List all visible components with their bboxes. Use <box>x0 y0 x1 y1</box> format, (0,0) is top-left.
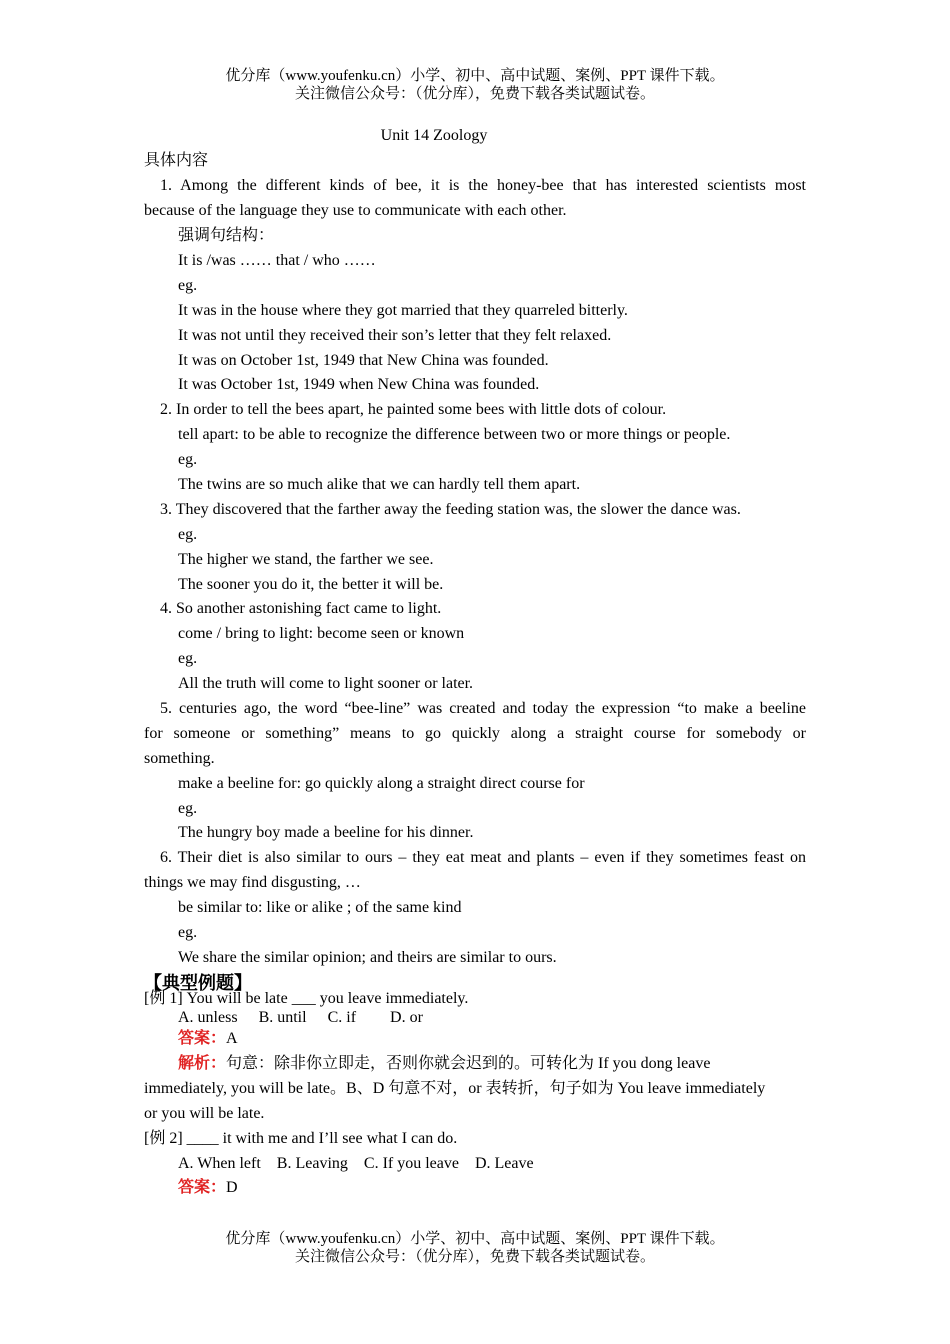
examples-heading: 【典型例题】 <box>144 973 252 994</box>
point-6-line-2: things we may find disgusting, … <box>144 874 361 891</box>
answer-label: 答案： <box>178 1030 227 1047</box>
example-1-analysis-line-3: or you will be late. <box>144 1105 265 1122</box>
point-5-line-3: something. <box>144 750 215 767</box>
point-1-note: 强调句结构： <box>178 227 275 244</box>
point-1-line-2: because of the language they use to communicate with each other. <box>144 202 567 219</box>
content-heading: 具体内容 <box>144 152 209 169</box>
option: B. Leaving <box>276 1155 348 1172</box>
answer-label: 答案： <box>178 1179 227 1196</box>
eg-label: eg. <box>178 277 198 294</box>
example-1-options <box>178 1008 423 1028</box>
example-1-answer <box>178 1029 238 1049</box>
point-5-line-2: for someone or something” means to go quickly along a straight course for somebody or <box>144 725 806 742</box>
point-2: 2. In order to tell the bees apart, he painted some bees with little dots of colour. <box>160 401 667 418</box>
footer-line-2: 关注微信公众号：（优分库），免费下载各类试题试卷。 <box>294 1249 655 1265</box>
point-3: 3. They discovered that the farther away the feeding station was, the slower the dance was. <box>160 501 741 518</box>
point-5-definition: make a beeline for: go quickly along a straight direct course for <box>178 775 585 792</box>
example-1-question: [例 1] You will be late ___ you leave immediately. <box>144 990 469 1007</box>
point-2-example-1: The twins are so much alike that we can hardly tell them apart. <box>178 476 581 493</box>
header-line-2: 关注微信公众号：（优分库），免费下载各类试题试卷。 <box>294 86 655 102</box>
point-6-definition: be similar to: like or alike ; of the same kind <box>178 899 462 916</box>
answer-value: D <box>226 1179 238 1196</box>
point-3-example-2: The sooner you do it, the better it will be. <box>178 576 444 593</box>
answer-value: A <box>226 1030 238 1047</box>
option: B. until <box>258 1009 307 1026</box>
example-1-analysis-line-1 <box>178 1054 710 1074</box>
point-1-example-1: It was in the house where they got married that they quarreled bitterly. <box>178 302 628 319</box>
point-6-line-1: 6. Their diet is also similar to ours – they eat meat and plants – even if they sometimes feast on <box>160 849 806 866</box>
point-1-example-2: It was not until they received their son’s letter that they felt relaxed. <box>178 327 612 344</box>
point-1-example-4: It was October 1st, 1949 when New China was founded. <box>178 376 540 393</box>
option: D. Leave <box>474 1155 534 1172</box>
point-5-example-1: The hungry boy made a beeline for his dinner. <box>178 824 474 841</box>
example-2-options <box>178 1154 534 1174</box>
point-5-line-1: 5. centuries ago, the word “bee-line” was created and today the expression “to make a beeline <box>160 700 806 717</box>
point-3-example-1: The higher we stand, the farther we see. <box>178 551 434 568</box>
option: C. If you leave <box>363 1155 459 1172</box>
example-1-analysis-line-2: immediately, you will be late。B、D 句意不对，or 表转折，句子如为 You leave immediately <box>144 1080 766 1097</box>
eg-label: eg. <box>178 451 198 468</box>
point-1-example-3: It was on October 1st, 1949 that New China was founded. <box>178 352 549 369</box>
analysis-text: 句意：除非你立即走，否则你就会迟到的。可转化为 If you dong leave <box>226 1055 711 1072</box>
analysis-label: 解析： <box>178 1055 227 1072</box>
point-1-pattern: It is /was …… that / who …… <box>178 252 376 269</box>
eg-label: eg. <box>178 650 198 667</box>
point-4: 4. So another astonishing fact came to light. <box>160 600 442 617</box>
eg-label: eg. <box>178 924 198 941</box>
point-6-example-1: We share the similar opinion; and theirs are similar to ours. <box>178 949 557 966</box>
footer-line-1: 优分库（www.youfenku.cn）小学、初中、高中试题、案例、PPT 课件下载。 <box>225 1231 725 1247</box>
point-4-definition: come / bring to light: become seen or known <box>178 625 465 642</box>
point-4-example-1: All the truth will come to light sooner or later. <box>178 675 474 692</box>
option: A. When left <box>178 1155 261 1172</box>
page-title: Unit 14 Zoology <box>380 127 488 144</box>
option: D. or <box>390 1009 423 1026</box>
header-line-1: 优分库（www.youfenku.cn）小学、初中、高中试题、案例、PPT 课件下载。 <box>225 68 725 84</box>
option: A. unless <box>178 1009 238 1026</box>
example-2-answer <box>178 1178 238 1198</box>
eg-label: eg. <box>178 800 198 817</box>
point-2-definition: tell apart: to be able to recognize the difference between two or more things or people. <box>178 426 731 443</box>
eg-label: eg. <box>178 526 198 543</box>
point-1-line-1: 1. Among the different kinds of bee, it is the honey-bee that has interested scientists most <box>160 177 806 194</box>
example-2-question: [例 2] ____ it with me and I’ll see what I can do. <box>144 1130 458 1147</box>
option: C. if <box>327 1009 357 1026</box>
